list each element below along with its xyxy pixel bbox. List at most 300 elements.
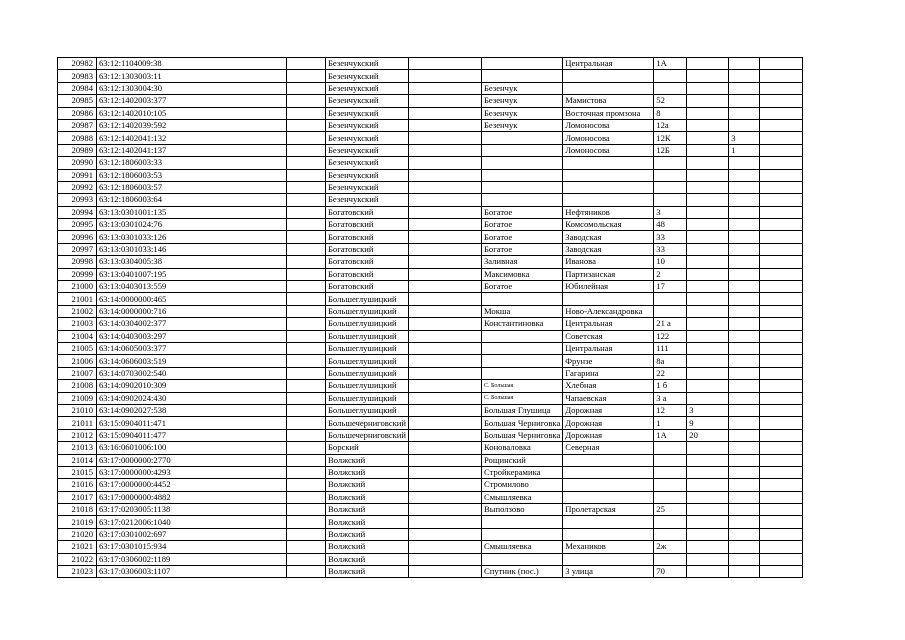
apartment-cell xyxy=(729,367,760,379)
blank-col-cell xyxy=(287,380,326,392)
cadastral-number-cell: 63:12:1402003:377 xyxy=(97,95,287,107)
house-cell: 12 xyxy=(654,404,687,416)
record-number-cell: 21001 xyxy=(58,293,97,305)
extra-cell xyxy=(760,367,803,379)
extra-cell xyxy=(760,293,803,305)
house-cell xyxy=(654,466,687,478)
district-cell: Большеглушицкий xyxy=(326,330,409,342)
building-cell xyxy=(687,82,729,94)
building-cell xyxy=(687,553,729,565)
blank-col-cell xyxy=(287,194,326,206)
building-cell xyxy=(687,95,729,107)
table-row xyxy=(58,367,803,379)
house-cell xyxy=(654,169,687,181)
house-cell: 3 а xyxy=(654,392,687,404)
apartment-cell xyxy=(729,528,760,540)
extra-cell xyxy=(760,206,803,218)
table-row xyxy=(58,528,803,540)
street-cell: Хлебная xyxy=(563,380,654,392)
district-cell: Богатовский xyxy=(326,243,409,255)
district-cell: Большеглушицкий xyxy=(326,342,409,354)
building-cell xyxy=(687,268,729,280)
record-number-cell: 21012 xyxy=(58,429,97,441)
apartment-cell xyxy=(729,268,760,280)
blank-col-2-cell xyxy=(408,367,481,379)
apartment-cell xyxy=(729,206,760,218)
district-cell: Большеглушицкий xyxy=(326,404,409,416)
building-cell xyxy=(687,392,729,404)
cadastral-number-cell: 63:14:0000000:716 xyxy=(97,305,287,317)
street-cell: Партизанская xyxy=(563,268,654,280)
blank-col-2-cell xyxy=(408,268,481,280)
locality-cell: Богатое xyxy=(481,206,562,218)
apartment-cell xyxy=(729,82,760,94)
street-cell: Дорожная xyxy=(563,429,654,441)
house-cell xyxy=(654,454,687,466)
table-row xyxy=(58,491,803,503)
cadastral-number-cell: 63:12:1402039:592 xyxy=(97,119,287,131)
building-cell xyxy=(687,442,729,454)
table-row xyxy=(58,404,803,416)
blank-col-cell xyxy=(287,281,326,293)
record-number-cell: 21020 xyxy=(58,528,97,540)
registry-table xyxy=(57,57,803,578)
record-number-cell: 21006 xyxy=(58,355,97,367)
house-cell xyxy=(654,516,687,528)
apartment-cell xyxy=(729,380,760,392)
district-cell: Большеглушицкий xyxy=(326,355,409,367)
apartment-cell xyxy=(729,504,760,516)
cadastral-number-cell: 63:14:0403003:297 xyxy=(97,330,287,342)
apartment-cell xyxy=(729,454,760,466)
building-cell xyxy=(687,181,729,193)
district-cell: Волжский xyxy=(326,479,409,491)
district-cell: Волжский xyxy=(326,466,409,478)
house-cell xyxy=(654,305,687,317)
cadastral-number-cell: 63:17:0301015:934 xyxy=(97,541,287,553)
extra-cell xyxy=(760,256,803,268)
record-number-cell: 21017 xyxy=(58,491,97,503)
cadastral-number-cell: 63:17:0000000:4452 xyxy=(97,479,287,491)
locality-cell xyxy=(481,342,562,354)
locality-cell: Богатое xyxy=(481,243,562,255)
locality-cell xyxy=(481,516,562,528)
locality-cell: Безенчук xyxy=(481,95,562,107)
blank-col-2-cell xyxy=(408,516,481,528)
extra-cell xyxy=(760,566,803,578)
house-cell: 1А xyxy=(654,58,687,70)
blank-col-2-cell xyxy=(408,330,481,342)
district-cell: Большеглушицкий xyxy=(326,318,409,330)
blank-col-2-cell xyxy=(408,318,481,330)
extra-cell xyxy=(760,392,803,404)
cadastral-number-cell: 63:12:1806003:64 xyxy=(97,194,287,206)
building-cell xyxy=(687,194,729,206)
blank-col-cell xyxy=(287,219,326,231)
extra-cell xyxy=(760,318,803,330)
house-cell: 33 xyxy=(654,231,687,243)
blank-col-cell xyxy=(287,206,326,218)
blank-col-cell xyxy=(287,169,326,181)
cadastral-number-cell: 63:17:0203005:1138 xyxy=(97,504,287,516)
blank-col-2-cell xyxy=(408,404,481,416)
building-cell xyxy=(687,231,729,243)
cadastral-number-cell: 63:14:0902024:430 xyxy=(97,392,287,404)
house-cell: 8а xyxy=(654,355,687,367)
house-cell xyxy=(654,491,687,503)
table-row xyxy=(58,95,803,107)
apartment-cell xyxy=(729,342,760,354)
locality-cell: Стромилово xyxy=(481,479,562,491)
cadastral-number-cell: 63:13:0301024:76 xyxy=(97,219,287,231)
blank-col-2-cell xyxy=(408,417,481,429)
extra-cell xyxy=(760,516,803,528)
locality-cell: Богатое xyxy=(481,219,562,231)
blank-col-2-cell xyxy=(408,181,481,193)
table-row xyxy=(58,392,803,404)
building-cell xyxy=(687,367,729,379)
house-cell: 12Б xyxy=(654,144,687,156)
extra-cell xyxy=(760,107,803,119)
apartment-cell xyxy=(729,479,760,491)
blank-col-cell xyxy=(287,342,326,354)
blank-col-2-cell xyxy=(408,70,481,82)
cadastral-number-cell: 63:14:0304002:377 xyxy=(97,318,287,330)
extra-cell xyxy=(760,355,803,367)
record-number-cell: 21009 xyxy=(58,392,97,404)
blank-col-2-cell xyxy=(408,528,481,540)
apartment-cell xyxy=(729,442,760,454)
locality-cell: Большая Глушица xyxy=(481,404,562,416)
district-cell: Большеглушицкий xyxy=(326,305,409,317)
blank-col-cell xyxy=(287,132,326,144)
district-cell: Большечерниговский xyxy=(326,429,409,441)
blank-col-cell xyxy=(287,367,326,379)
locality-cell: Спутник (пос.) xyxy=(481,566,562,578)
building-cell xyxy=(687,491,729,503)
blank-col-2-cell xyxy=(408,157,481,169)
record-number-cell: 20999 xyxy=(58,268,97,280)
street-cell: Ломоносова xyxy=(563,144,654,156)
apartment-cell xyxy=(729,417,760,429)
table-row xyxy=(58,342,803,354)
district-cell: Безенчукский xyxy=(326,144,409,156)
table-row xyxy=(58,243,803,255)
blank-col-cell xyxy=(287,417,326,429)
blank-col-2-cell xyxy=(408,491,481,503)
apartment-cell xyxy=(729,231,760,243)
extra-cell xyxy=(760,219,803,231)
building-cell xyxy=(687,256,729,268)
street-cell xyxy=(563,479,654,491)
blank-col-cell xyxy=(287,107,326,119)
apartment-cell xyxy=(729,566,760,578)
building-cell xyxy=(687,355,729,367)
blank-col-cell xyxy=(287,330,326,342)
district-cell: Волжский xyxy=(326,516,409,528)
apartment-cell xyxy=(729,70,760,82)
table-row xyxy=(58,157,803,169)
house-cell xyxy=(654,70,687,82)
district-cell: Безенчукский xyxy=(326,157,409,169)
extra-cell xyxy=(760,380,803,392)
table-row xyxy=(58,281,803,293)
building-cell xyxy=(687,281,729,293)
extra-cell xyxy=(760,268,803,280)
extra-cell xyxy=(760,442,803,454)
blank-col-2-cell xyxy=(408,392,481,404)
street-cell: Гагарина xyxy=(563,367,654,379)
record-number-cell: 20991 xyxy=(58,169,97,181)
locality-cell: Коноваловка xyxy=(481,442,562,454)
locality-cell xyxy=(481,528,562,540)
house-cell: 70 xyxy=(654,566,687,578)
apartment-cell xyxy=(729,58,760,70)
street-cell xyxy=(563,553,654,565)
street-cell xyxy=(563,454,654,466)
cadastral-number-cell: 63:14:0605003:377 xyxy=(97,342,287,354)
locality-cell: Константиновка xyxy=(481,318,562,330)
building-cell xyxy=(687,119,729,131)
blank-col-cell xyxy=(287,82,326,94)
record-number-cell: 20986 xyxy=(58,107,97,119)
street-cell xyxy=(563,194,654,206)
cadastral-number-cell: 63:13:0301001:135 xyxy=(97,206,287,218)
locality-cell xyxy=(481,157,562,169)
house-cell xyxy=(654,194,687,206)
apartment-cell xyxy=(729,404,760,416)
street-cell: Ломоносова xyxy=(563,132,654,144)
building-cell xyxy=(687,206,729,218)
district-cell: Волжский xyxy=(326,528,409,540)
record-number-cell: 20992 xyxy=(58,181,97,193)
extra-cell xyxy=(760,281,803,293)
table-row xyxy=(58,553,803,565)
building-cell xyxy=(687,58,729,70)
district-cell: Большеглушицкий xyxy=(326,392,409,404)
cadastral-number-cell: 63:14:0902027:538 xyxy=(97,404,287,416)
locality-cell: Смышляевка xyxy=(481,491,562,503)
locality-cell: С. Большая xyxy=(481,392,562,404)
extra-cell xyxy=(760,95,803,107)
locality-cell xyxy=(481,181,562,193)
locality-cell xyxy=(481,293,562,305)
house-cell xyxy=(654,442,687,454)
house-cell: 10 xyxy=(654,256,687,268)
table-row xyxy=(58,268,803,280)
building-cell xyxy=(687,541,729,553)
district-cell: Богатовский xyxy=(326,281,409,293)
district-cell: Большеглушицкий xyxy=(326,380,409,392)
blank-col-2-cell xyxy=(408,107,481,119)
locality-cell xyxy=(481,367,562,379)
table-row xyxy=(58,219,803,231)
blank-col-2-cell xyxy=(408,169,481,181)
blank-col-2-cell xyxy=(408,231,481,243)
district-cell: Безенчукский xyxy=(326,181,409,193)
blank-col-cell xyxy=(287,305,326,317)
blank-col-2-cell xyxy=(408,305,481,317)
house-cell xyxy=(654,293,687,305)
street-cell: Юбилейная xyxy=(563,281,654,293)
locality-cell xyxy=(481,58,562,70)
extra-cell xyxy=(760,417,803,429)
record-number-cell: 20987 xyxy=(58,119,97,131)
locality-cell: Выползово xyxy=(481,504,562,516)
house-cell xyxy=(654,553,687,565)
blank-col-cell xyxy=(287,429,326,441)
blank-col-cell xyxy=(287,442,326,454)
apartment-cell xyxy=(729,169,760,181)
street-cell xyxy=(563,528,654,540)
building-cell xyxy=(687,157,729,169)
house-cell: 2 xyxy=(654,268,687,280)
street-cell: 3 улица xyxy=(563,566,654,578)
table-row xyxy=(58,169,803,181)
table-row xyxy=(58,70,803,82)
blank-col-2-cell xyxy=(408,293,481,305)
street-cell: Дорожная xyxy=(563,417,654,429)
cadastral-number-cell: 63:12:1806003:57 xyxy=(97,181,287,193)
locality-cell xyxy=(481,132,562,144)
locality-cell: Богатое xyxy=(481,231,562,243)
table-row xyxy=(58,206,803,218)
district-cell: Волжский xyxy=(326,454,409,466)
table-row xyxy=(58,318,803,330)
locality-cell xyxy=(481,355,562,367)
extra-cell xyxy=(760,181,803,193)
district-cell: Богатовский xyxy=(326,268,409,280)
locality-cell: Большая Черниговка xyxy=(481,417,562,429)
street-cell: Иванова xyxy=(563,256,654,268)
extra-cell xyxy=(760,491,803,503)
table-row xyxy=(58,181,803,193)
apartment-cell xyxy=(729,392,760,404)
cadastral-number-cell: 63:17:0000000:4293 xyxy=(97,466,287,478)
extra-cell xyxy=(760,132,803,144)
blank-col-2-cell xyxy=(408,504,481,516)
building-cell xyxy=(687,516,729,528)
house-cell: 12а xyxy=(654,119,687,131)
record-number-cell: 21019 xyxy=(58,516,97,528)
apartment-cell xyxy=(729,194,760,206)
extra-cell xyxy=(760,342,803,354)
apartment-cell xyxy=(729,466,760,478)
table-row xyxy=(58,330,803,342)
building-cell xyxy=(687,330,729,342)
building-cell xyxy=(687,342,729,354)
table-row xyxy=(58,58,803,70)
record-number-cell: 21007 xyxy=(58,367,97,379)
extra-cell xyxy=(760,466,803,478)
district-cell: Богатовский xyxy=(326,256,409,268)
cadastral-number-cell: 63:17:0301002:697 xyxy=(97,528,287,540)
house-cell: 122 xyxy=(654,330,687,342)
cadastral-number-cell: 63:12:1806003:53 xyxy=(97,169,287,181)
cadastral-number-cell: 63:12:1806003:33 xyxy=(97,157,287,169)
cadastral-number-cell: 63:17:0306002:1189 xyxy=(97,553,287,565)
building-cell xyxy=(687,70,729,82)
blank-col-cell xyxy=(287,541,326,553)
blank-col-cell xyxy=(287,454,326,466)
street-cell: Чапаевская xyxy=(563,392,654,404)
table-row xyxy=(58,119,803,131)
building-cell xyxy=(687,107,729,119)
street-cell: Советская xyxy=(563,330,654,342)
house-cell xyxy=(654,528,687,540)
extra-cell xyxy=(760,553,803,565)
record-number-cell: 20994 xyxy=(58,206,97,218)
record-number-cell: 21018 xyxy=(58,504,97,516)
locality-cell: Безенчук xyxy=(481,119,562,131)
street-cell: Пролетарская xyxy=(563,504,654,516)
house-cell xyxy=(654,82,687,94)
extra-cell xyxy=(760,70,803,82)
apartment-cell xyxy=(729,181,760,193)
house-cell: 111 xyxy=(654,342,687,354)
blank-col-cell xyxy=(287,392,326,404)
blank-col-cell xyxy=(287,566,326,578)
house-cell: 1 б xyxy=(654,380,687,392)
street-cell xyxy=(563,181,654,193)
cadastral-number-cell: 63:12:1303003:11 xyxy=(97,70,287,82)
table-row xyxy=(58,293,803,305)
blank-col-cell xyxy=(287,70,326,82)
street-cell: Центральная xyxy=(563,318,654,330)
record-number-cell: 21000 xyxy=(58,281,97,293)
apartment-cell xyxy=(729,243,760,255)
blank-col-cell xyxy=(287,256,326,268)
cadastral-number-cell: 63:17:0000000:2770 xyxy=(97,454,287,466)
record-number-cell: 20996 xyxy=(58,231,97,243)
record-number-cell: 20988 xyxy=(58,132,97,144)
table-row xyxy=(58,429,803,441)
blank-col-2-cell xyxy=(408,82,481,94)
blank-col-cell xyxy=(287,404,326,416)
blank-col-cell xyxy=(287,504,326,516)
apartment-cell xyxy=(729,541,760,553)
blank-col-cell xyxy=(287,318,326,330)
table-row xyxy=(58,566,803,578)
building-cell xyxy=(687,305,729,317)
house-cell: 2ж xyxy=(654,541,687,553)
cadastral-number-cell: 63:12:1402041:132 xyxy=(97,132,287,144)
cadastral-number-cell: 63:13:0301033:146 xyxy=(97,243,287,255)
blank-col-cell xyxy=(287,268,326,280)
blank-col-2-cell xyxy=(408,553,481,565)
record-number-cell: 20990 xyxy=(58,157,97,169)
extra-cell xyxy=(760,119,803,131)
blank-col-cell xyxy=(287,144,326,156)
locality-cell: Большая Черниговка xyxy=(481,429,562,441)
record-number-cell: 21005 xyxy=(58,342,97,354)
extra-cell xyxy=(760,541,803,553)
table-row xyxy=(58,231,803,243)
locality-cell xyxy=(481,553,562,565)
blank-col-2-cell xyxy=(408,380,481,392)
blank-col-2-cell xyxy=(408,429,481,441)
street-cell: Механиков xyxy=(563,541,654,553)
table-row xyxy=(58,454,803,466)
record-number-cell: 20993 xyxy=(58,194,97,206)
record-number-cell: 20998 xyxy=(58,256,97,268)
extra-cell xyxy=(760,404,803,416)
street-cell xyxy=(563,169,654,181)
record-number-cell: 20983 xyxy=(58,70,97,82)
blank-col-2-cell xyxy=(408,541,481,553)
extra-cell xyxy=(760,231,803,243)
record-number-cell: 21011 xyxy=(58,417,97,429)
